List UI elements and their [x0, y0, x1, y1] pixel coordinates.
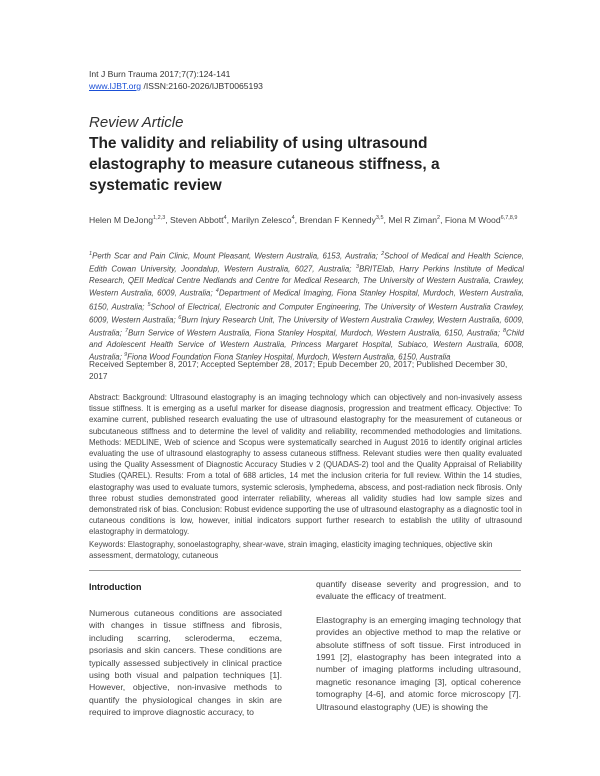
- abstract: Abstract: Background: Ultrasound elastography is an imaging technology which can objectively and non-invasively assess tissue stiffness. It is emerging as a useful marker for disease diagnosis, progression and treatment efficacy. Objective: To examine current, published research evaluating the use of ultrasound elastography for the measurement of cutaneous or subcutaneous stiffness and to determine the level of validity and reliability, recommended methodologies and limitations. Methods: MEDLINE, Web of science and Scopus were systematically searched in August 2016 to identify original articles evaluating the use of ultrasound elastography to assess cutaneous stiffness. Relevant studies were then quality evaluated using the Quality Assessment of Diagnostic Accuracy Studies v 2 (QUADAS-2) tool and the Quality Appraisal of Reliability Studies (QAREL). Results: From a total of 688 articles, 14 met the inclusion criteria for full review. Within the 14 studies, elastography was used to evaluate tumors, systemic sclerosis, lymphedema, abscess, and post-radiation neck fibrosis. Only three robust studies demonstrated good interrater reliability, whereas all validity studies had low sample sizes and demonstrated risk of bias. Conclusion: Robust evidence supporting the use of ultrasound elastography as a diagnostic tool in cutaneous conditions is low, however, initial indicators support further research to establish the utility of ultrasound elastography in dermatology.: [89, 393, 522, 537]
- body-column-right: [316, 578, 521, 724]
- keywords: Keywords: Elastography, sonoelastography, shear-wave, strain imaging, elasticity imaging techniques, objective skin assessment, dermatology, cutaneous: [89, 540, 493, 561]
- body-paragraph: Elastography is an emerging imaging technology that provides an objective method to map the relative or absolute stiffness of soft tissue. First introduced in 1991 [2], elastography has been integrated into a number of imaging platforms including ultrasound, magnetic resonance imaging [3], optical coherence tomography [4-6], and atomic force microscopy [7]. Ultrasound elastography (UE) is showing the: [316, 614, 521, 712]
- affiliation-text: School of Electrical, Electronic and Computer Engineering, The University of Western Australia Crawley, 6009, Western Australia;: [89, 302, 524, 325]
- affiliation-marker: 5: [147, 301, 151, 308]
- issn-text: /ISSN:2160-2026/IJBT0065193: [141, 81, 263, 91]
- affiliation-text: Perth Scar and Pain Clinic, Mount Pleasant, Western Australia, 6153, Australia;: [92, 251, 382, 261]
- affiliation-text: Child and Adolescent Health Service of Western Australia, Princess Margaret Hospital, Subiaco, Western Australia, 6008, Australia;: [89, 328, 524, 362]
- affiliation-marker: 6: [178, 314, 182, 321]
- journal-website-link[interactable]: www.IJBT.org: [89, 81, 142, 91]
- affiliation-text: School of Medical and Health Science, Edith Cowan University, Joondalup, Western Australia, 6027, Australia;: [89, 251, 524, 274]
- publication-dates: Received September 8, 2017; Accepted September 28, 2017; Epub December 20, 2017; Published December 30, 2017: [89, 359, 508, 381]
- author-affiliation-marker: 4: [223, 215, 227, 221]
- affiliations: [89, 249, 524, 363]
- body-column-left: [89, 578, 282, 730]
- journal-citation: Int J Burn Trauma 2017;7(7):124-141: [89, 69, 231, 79]
- affiliation-text: BRITElab, Harry Perkins Institute of Medical Research, QEII Medical Centre Nedlands and Centre for Medical Research, The University of Western Australia, Crawley, Western Australia, 6009, Australia;: [89, 264, 525, 299]
- author-name: Steven Abbott: [170, 214, 224, 225]
- affiliation-marker: 2: [381, 251, 385, 257]
- body-paragraph: quantify disease severity and progression, and to evaluate the efficacy of treatment.: [316, 579, 521, 602]
- author-affiliation-marker: 3,5: [375, 215, 384, 221]
- author-name: Fiona M Wood: [444, 214, 501, 225]
- affiliation-text: Burn Service of Western Australia, Fiona Stanley Hospital, Murdoch, Western Australia, 6150, Australia;: [128, 328, 503, 338]
- affiliation-marker: 1: [89, 251, 93, 257]
- affiliation-text: Burn Injury Research Unit, The University of Western Australia Crawley, Western Australia, 6009, Australia;: [89, 315, 524, 338]
- affiliation-text: Department of Medical Imaging, Fiona Stanley Hospital, Murdoch, Western Australia, 6150, Australia;: [89, 289, 524, 312]
- author-affiliation-marker: 6,7,8,9: [500, 215, 518, 221]
- article-type: Review Article: [89, 114, 184, 131]
- section-divider: [89, 570, 521, 571]
- affiliation-marker: 9: [124, 352, 128, 358]
- author-name: Brendan F Kennedy: [299, 214, 376, 225]
- author-name: Helen M DeJong: [89, 214, 154, 225]
- author-list: Helen M DeJong$^{1,2,3}$, Steven Abbott$^4$, Marilyn Zelesco$^4$, Brendan F Kennedy$^{3,5}$, Mel R Ziman$^2$, Fiona M Wood$^{6,7,8,9}$: [89, 214, 518, 225]
- author-name: Mel R Ziman: [388, 214, 438, 225]
- article-title: The validity and reliability of using ultrasound elastography to measure cutaneous stiffness, a systematic review: [89, 135, 440, 194]
- journal-issn-line: [89, 80, 263, 92]
- affiliation-marker: 8: [502, 327, 506, 334]
- author-affiliation-marker: 1,2,3: [153, 215, 166, 221]
- affiliation-marker: 7: [124, 327, 129, 334]
- author-name: Marilyn Zelesco: [231, 214, 292, 225]
- affiliation-marker: 3: [355, 264, 359, 271]
- affiliation-marker: 4: [215, 288, 219, 295]
- body-paragraph: Numerous cutaneous conditions are associated with changes in tissue stiffness and fibrosis, including scarring, scleroderma, eczema, psoriasis and skin cancers. These conditions are typically assessed subjectively in clinical practice using both visual and palpation techniques [1]. However, objective, non-invasive methods to quantify the physiological changes in skin are required to improve diagnostic accuracy, to: [89, 608, 282, 718]
- author-affiliation-marker: 4: [291, 215, 295, 221]
- author-affiliation-marker: 2: [437, 215, 441, 221]
- affiliation-text: Fiona Wood Foundation Fiona Stanley Hospital, Murdoch, Western Australia, 6150, Australia: [127, 352, 451, 362]
- introduction-heading: Introduction: [89, 582, 142, 592]
